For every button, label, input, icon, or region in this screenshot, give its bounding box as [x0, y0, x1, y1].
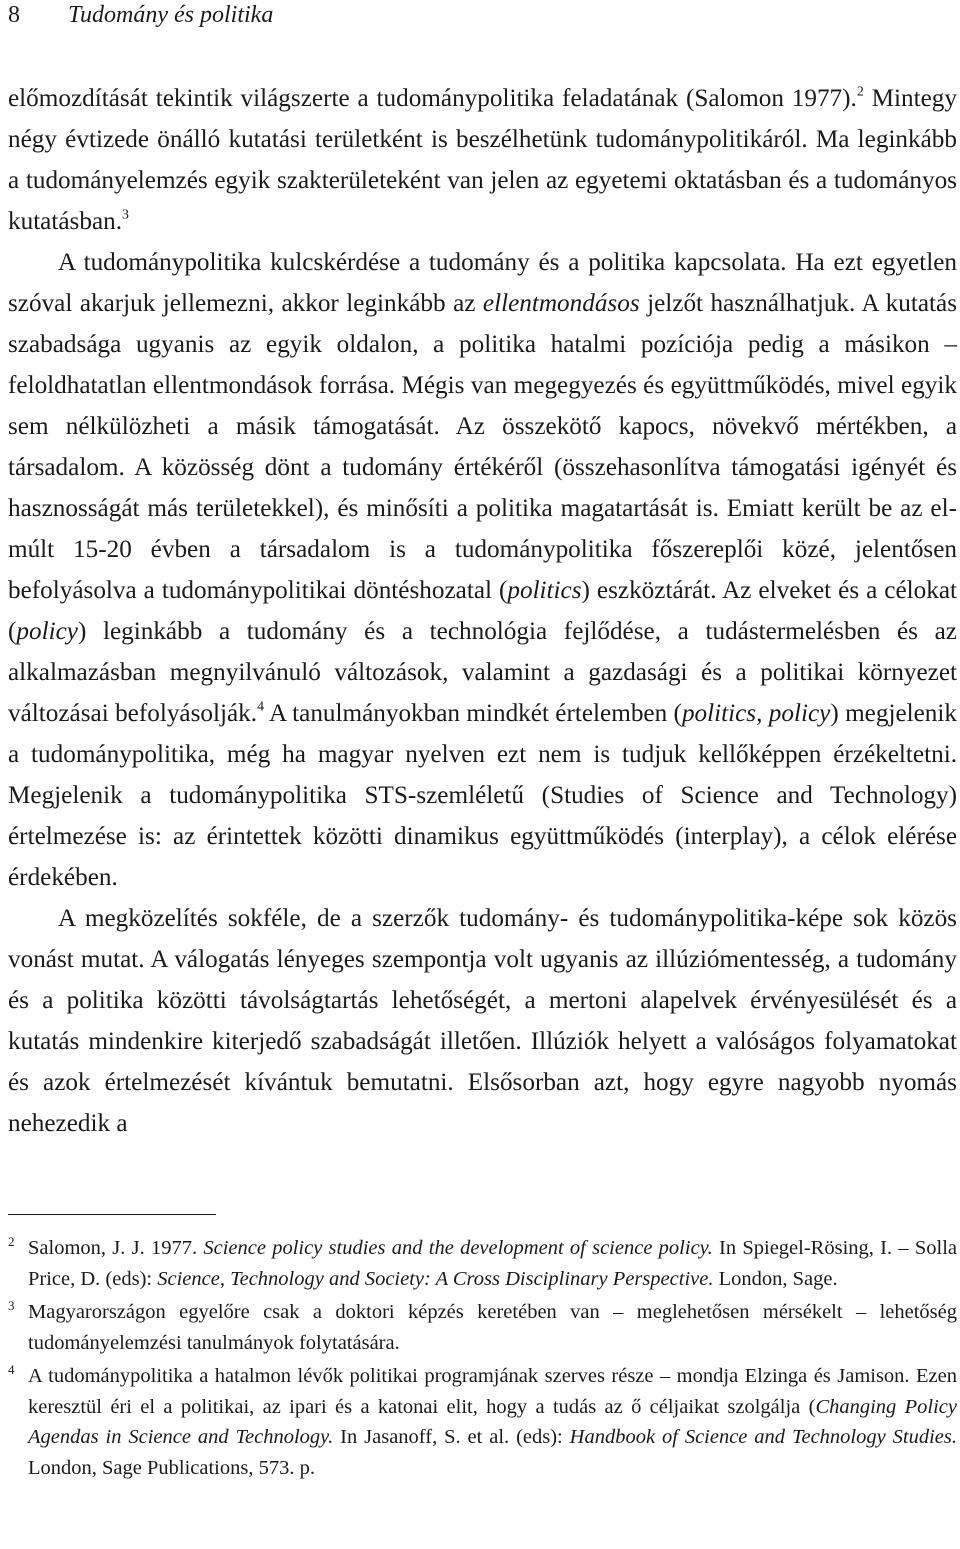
- text-run: ) eszköztárát. Az elveket és a célokat (: [8, 577, 957, 645]
- italic-run: politics: [507, 577, 582, 604]
- text-run: In Jasanoff, S. et al. (eds):: [333, 1426, 570, 1448]
- footnote-text: [28, 1365, 957, 1479]
- footnote-3: [8, 1297, 957, 1358]
- body-text: [8, 78, 957, 1144]
- italic-run: Changing Policy Agendas in Science and Technology.: [28, 1395, 957, 1448]
- text-run: Mintegy négy évtizede önálló kutatási területként is beszélhetünk tudománypolitikáról. Ma leginkább a tudományelemzés egyik szakterületeként van jelen az egyetemi oktatásban és a tudományos kutatásban.: [8, 85, 957, 235]
- text-run: előmozdítását tekintik világszerte a tudománypolitika feladatának (Salomon 1977).: [8, 85, 857, 112]
- text-run: A tudománypolitika a hatalmon lévők politikai programjának szerves része – mondja Elzinga és Jamison. Ezen keresztül éri el a politikai, az ipari és a katonai elit, hogy a tudás az ő céljaikat szolgálja (: [28, 1365, 957, 1418]
- running-header: [8, 0, 273, 30]
- italic-run: Handbook of Science and Technology Studies.: [569, 1426, 957, 1448]
- footnote-mark: 2: [8, 1234, 15, 1249]
- running-title: Tudomány és politika: [68, 2, 274, 28]
- footnote-4: [8, 1361, 957, 1483]
- text-run: A megközelítés sokféle, de a szerzők tudomány- és tudománypolitika-képe sok közös vonást mutat. A válogatás lényeges szempontja volt ugyanis az illúziómentesség, a tudomány és a politika közötti távolságtartás lehetőségét, a mertoni alapelvek érvényesülését és a kutatás mindenkire kiterjedő szabadságát illetően. Illúziók helyett a valóságos folyamatokat és azok értelmezését kívántuk bemutatni. Elsősorban azt, hogy egyre nagyobb nyomás nehezedik a: [8, 905, 957, 1137]
- text-run: jelzőt használhatjuk. A kutatás szabadsága ugyanis az egyik oldalon, a politika hatalmi pozíciója pedig a másikon – feloldhatatlan ellentmondások forrása. Mégis van megegyezés és együttműködés, mivel egyik sem nélkülözheti a másik támogatását. Az összekötő kapocs, növekvő mértékben, a társadalom. A közösség dönt a tudomány értékéről (összehasonlítva támogatási igényét és hasznosságát más területekkel), és minősíti a politika magatartását is. Emiatt került be az elmúlt 15-20 évben a társadalom is a tudománypolitika főszereplői közé, jelentősen befolyásolva a tudománypolitikai döntéshozatal (: [8, 290, 957, 604]
- text-run: Magyarországon egyelőre csak a doktori képzés keretében van – meglehetősen mérsékelt – lehetőség tudományelemzési tanulmányok folytatására.: [28, 1301, 957, 1354]
- footnote-mark: 3: [8, 1298, 15, 1313]
- paragraph-2: [8, 242, 957, 898]
- italic-run: policy: [16, 618, 78, 645]
- footnote-mark: 4: [8, 1362, 15, 1377]
- italic-run: Science policy studies and the development of science policy.: [203, 1237, 713, 1259]
- footnote-rule: [8, 1214, 216, 1215]
- footnote-text: [28, 1237, 957, 1290]
- text-run: In Spiegel-Rösing, I. – Solla Price, D. (eds):: [28, 1237, 957, 1290]
- text-run: A tudománypolitika kulcskérdése a tudomány és a politika kapcsolata. Ha ezt egyetlen szóval akarjuk jellemezni, akkor leginkább az: [8, 249, 957, 317]
- italic-run: Science, Technology and Society: A Cross Disciplinary Perspective.: [157, 1267, 714, 1290]
- paragraph-1: [8, 78, 957, 242]
- page-number: 8: [8, 2, 20, 28]
- footnote-ref: 2: [856, 83, 864, 99]
- footnote-text: [28, 1301, 957, 1354]
- text-run: London, Sage.: [713, 1267, 838, 1290]
- footnotes: [8, 1233, 957, 1486]
- footnote-ref: 4: [257, 698, 264, 714]
- footnote-2: [8, 1233, 957, 1294]
- text-run: ) megjelenik a tudománypolitika, még ha magyar nyelven ezt nem is tudjuk kellőképpen érzékeltetni. Megjelenik a tudománypolitika STS-szemléletű (Studies of Science and Technology) értelmezése is: az érintettek közötti dinamikus együttműködés (interplay), a célok elérése érdekében.: [8, 700, 957, 891]
- italic-run: politics, policy: [681, 700, 831, 727]
- text-run: London, Sage Publications, 573. p.: [28, 1456, 315, 1479]
- paragraph-3: [8, 898, 957, 1144]
- text-run: ) leginkább a tudomány és a technológia fejlődése, a tudástermelésben és az alkalmazásban megnyilvánuló változások, valamint a gazdasági és a politikai környezet változásai befolyásolják.: [8, 618, 957, 727]
- text-run: Salomon, J. J. 1977.: [28, 1237, 204, 1259]
- italic-run: ellentmondásos: [482, 290, 640, 317]
- text-run: A tanulmányokban mindkét értelemben (: [264, 700, 682, 727]
- footnote-ref: 3: [122, 206, 129, 222]
